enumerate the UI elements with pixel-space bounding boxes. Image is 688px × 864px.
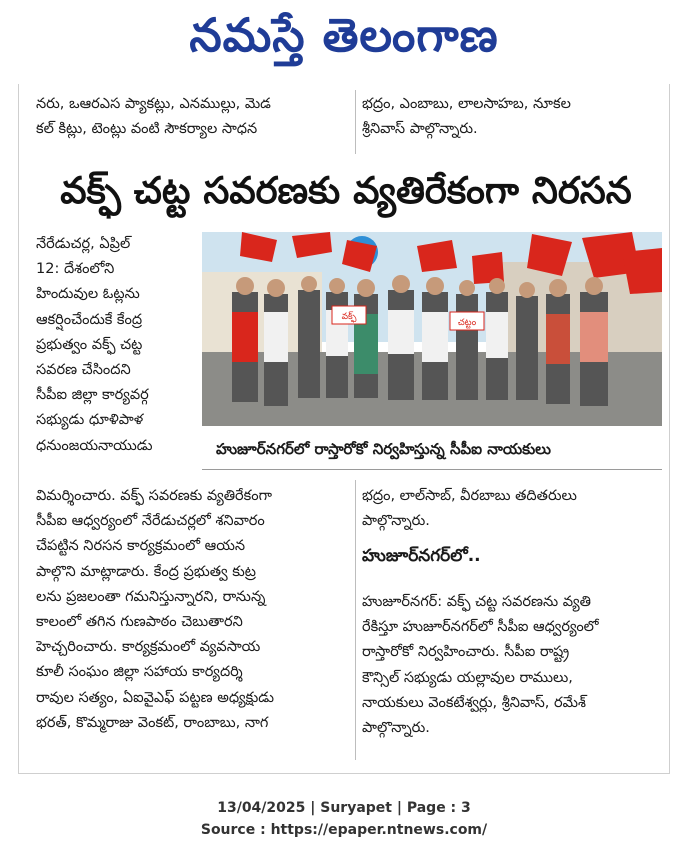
text-line: నరు, ఒఆరఎస ప్యాకట్లు, ఎనముల్లు, మెడ: [36, 96, 271, 112]
source-link[interactable]: Source : https://epaper.ntnews.com/: [200, 822, 488, 838]
text-line: హిందువుల ఓట్లను: [36, 286, 140, 303]
text-line: కౌన్సిల్ సభ్యుడు యల్లావుల రాములు,: [362, 669, 573, 686]
article-body-right: [362, 484, 658, 534]
text-line: విమర్శించారు. వక్ఫ్ సవరణకు వ్యతిరేకంగా: [36, 488, 272, 504]
text-line: రేకిస్తూ హుజూర్‌నగర్‌లో సీపీఐ ఆధ్వర్యంలో: [362, 619, 599, 636]
text-line: కూలీ సంఘం జిల్లా సహాయ కార్యదర్శి: [36, 664, 243, 681]
column-divider: [355, 90, 356, 154]
article-body-left: [36, 484, 346, 736]
placard-2: చట్టం: [457, 318, 477, 328]
text-line: భద్రం, లాల్‌సాబ్, వీరబాబు తదితరులు: [362, 488, 577, 504]
text-line: శ్రీనివాస్ పాల్గొన్నారు.: [362, 121, 478, 138]
text-line: 12: దేశంలోని: [36, 261, 115, 278]
protest-photo: [202, 232, 662, 426]
newspaper-logo: నమస్తే తెలంగాణ: [189, 8, 499, 62]
masthead: [0, 0, 688, 82]
footer-divider: [18, 773, 670, 774]
text-line: కాలంలో తగిన గుణపాఠం చెబుతారని: [36, 613, 243, 630]
text-line: సీపీఐ జిల్లా కార్యవర్గ: [36, 387, 149, 404]
article-headline: వక్ఫ్ చట్ట సవరణకు వ్యతిరేకంగా నిరసన: [60, 169, 632, 212]
protest-photo-illustration: [202, 232, 662, 426]
text-line: నేరేడుచర్ల, ఏప్రిల్: [36, 236, 131, 252]
top-right-continuation: [362, 92, 658, 142]
text-line: లను ప్రజలంతా గమనిస్తున్నారని, రానున్న: [36, 588, 266, 605]
text-line: సభ్యుడు ధూళిపాళ: [36, 412, 144, 429]
text-line: ఆకర్షించేందుకే కేంద్ర: [36, 311, 143, 328]
article-subheading: హుజూర్‌నగర్‌లో..: [362, 546, 481, 566]
text-line: హెచ్చరించారు. కార్యక్రమంలో వ్యవసాయ: [36, 639, 261, 656]
text-line: నాయకులు వెంకటేశ్వర్లు, శ్రీనివాస్, రమేశ్: [362, 694, 586, 711]
text-line: పాల్గొన్నారు.: [362, 719, 430, 736]
top-left-continuation: [36, 92, 356, 142]
article-intro-column: [36, 232, 192, 459]
text-line: సవరణ చేసిందని: [36, 361, 131, 378]
text-line: సీపీఐ ఆధ్వర్యంలో నేరేడుచర్లలో శనివారం: [36, 513, 265, 530]
text-line: చేపట్టిన నిరసన కార్యక్రమంలో ఆయన: [36, 538, 246, 555]
placard-1: వక్ఫ్: [341, 312, 357, 322]
photo-caption: హుజూర్‌నగర్‌లో రాస్తారోకో నిర్వహిస్తున్న సీపీఐ నాయకులు: [202, 428, 662, 470]
text-line: హుజూర్‌నగర్: వక్ఫ్ చట్ట సవరణను వ్యతి: [362, 594, 591, 610]
edition-info: 13/04/2025 | Suryapet | Page : 3: [217, 800, 471, 816]
column-divider: [355, 480, 356, 760]
text-line: భద్రం, ఎంబాబు, లాలసాహబ, నూకల: [362, 96, 571, 112]
text-line: రావుల సత్యం, ఏఐవైఎఫ్ పట్టణ అధ్యక్షుడు: [36, 689, 274, 706]
text-line: ధనుంజయనాయుడు: [36, 437, 153, 454]
text-line: భరత్, కొమ్మరాజు వెంకట్, రాంబాబు, నాగ: [36, 714, 269, 731]
article-body-subsection: [362, 590, 658, 741]
text-line: రాస్తారోకో నిర్వహించారు. సీపీఐ రాష్ట్ర: [362, 644, 570, 661]
text-line: పాల్గొని మాట్లాడారు. కేంద్ర ప్రభుత్వ కుట్ర: [36, 563, 256, 580]
text-line: పాల్గొన్నారు.: [362, 513, 430, 530]
text-line: ప్రభుత్వం వక్ఫ్ చట్ట: [36, 336, 143, 353]
text-line: కల్ కిట్లు, టెంట్లు వంటి సౌకర్యాల సాధన: [36, 121, 258, 138]
